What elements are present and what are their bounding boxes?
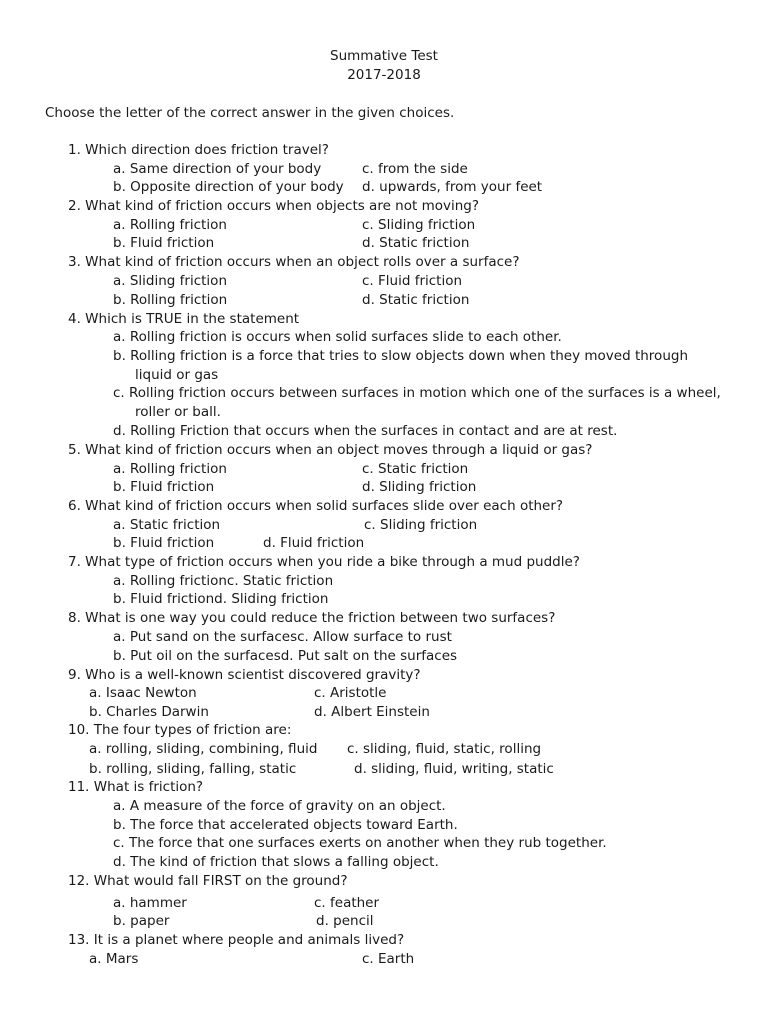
choice-6b: b. Fluid friction: [113, 535, 215, 551]
choice-5a: a. Rolling friction: [113, 461, 227, 477]
choice-12c: c. feather: [314, 895, 380, 911]
choice-1b: b. Opposite direction of your body: [113, 179, 344, 195]
choice-4c-cont: roller or ball.: [135, 404, 221, 420]
choice-10c: c. sliding, fluid, static, rolling: [347, 741, 542, 757]
question-6: 6. What kind of friction occurs when solid surfaces slide over each other?: [68, 498, 564, 514]
choice-1a: a. Same direction of your body: [113, 161, 322, 177]
choice-13a: a. Mars: [89, 951, 139, 967]
choice-4b: b. Rolling friction is a force that tries to slow objects down when they moved through: [113, 348, 688, 364]
question-9: 9. Who is a well-known scientist discovered gravity?: [68, 667, 421, 683]
choice-8bd: b. Put oil on the surfacesd. Put salt on the surfaces: [113, 648, 458, 664]
choice-7ac: a. Rolling frictionc. Static friction: [113, 573, 334, 589]
choice-6a: a. Static friction: [113, 517, 221, 533]
choice-12b: b. paper: [113, 913, 170, 929]
question-7: 7. What type of friction occurs when you ride a bike through a mud puddle?: [68, 554, 580, 570]
choice-2b: b. Fluid friction: [113, 235, 215, 251]
test-year: 2017-2018: [347, 67, 421, 83]
choice-3c: c. Fluid friction: [362, 273, 463, 289]
choice-10d: d. sliding, fluid, writing, static: [354, 761, 554, 777]
choice-6c: c. Sliding friction: [364, 517, 478, 533]
choice-9d: d. Albert Einstein: [314, 704, 430, 720]
choice-3b: b. Rolling friction: [113, 292, 228, 308]
question-3: 3. What kind of friction occurs when an object rolls over a surface?: [68, 254, 520, 270]
instructions: Choose the letter of the correct answer in the given choices.: [45, 105, 455, 121]
choice-8ac: a. Put sand on the surfacesc. Allow surface to rust: [113, 629, 452, 645]
choice-7bd: b. Fluid frictiond. Sliding friction: [113, 591, 329, 607]
choice-10b: b. rolling, sliding, falling, static: [89, 761, 297, 777]
choice-11b: b. The force that accelerated objects toward Earth.: [113, 817, 458, 833]
question-5: 5. What kind of friction occurs when an object moves through a liquid or gas?: [68, 442, 593, 458]
choice-3a: a. Sliding friction: [113, 273, 227, 289]
question-1: 1. Which direction does friction travel?: [68, 142, 329, 158]
choice-9a: a. Isaac Newton: [89, 685, 197, 701]
choice-5b: b. Fluid friction: [113, 479, 215, 495]
question-12: 12. What would fall FIRST on the ground?: [68, 873, 348, 889]
choice-12d: d. pencil: [316, 913, 374, 929]
choice-2a: a. Rolling friction: [113, 217, 227, 233]
choice-3d: d. Static friction: [362, 292, 470, 308]
choice-2c: c. Sliding friction: [362, 217, 476, 233]
choice-6d: d. Fluid friction: [263, 535, 365, 551]
question-4: 4. Which is TRUE in the statement: [68, 311, 300, 327]
choice-9b: b. Charles Darwin: [89, 704, 209, 720]
choice-4d: d. Rolling Friction that occurs when the surfaces in contact and are at rest.: [113, 423, 618, 439]
choice-4a: a. Rolling friction is occurs when solid surfaces slide to each other.: [113, 329, 562, 345]
test-title: Summative Test: [330, 48, 438, 64]
choice-13c: c. Earth: [362, 951, 415, 967]
choice-11a: a. A measure of the force of gravity on an object.: [113, 798, 446, 814]
choice-11c: c. The force that one surfaces exerts on another when they rub together.: [113, 835, 607, 851]
choice-10a: a. rolling, sliding, combining, fluid: [89, 741, 318, 757]
choice-1d: d. upwards, from your feet: [362, 179, 543, 195]
choice-2d: d. Static friction: [362, 235, 470, 251]
question-2: 2. What kind of friction occurs when objects are not moving?: [68, 198, 480, 214]
choice-12a: a. hammer: [113, 895, 187, 911]
question-10: 10. The four types of friction are:: [68, 722, 292, 738]
question-13: 13. It is a planet where people and animals lived?: [68, 932, 405, 948]
choice-9c: c. Aristotle: [314, 685, 387, 701]
choice-11d: d. The kind of friction that slows a falling object.: [113, 854, 439, 870]
choice-4b-cont: liquid or gas: [135, 367, 219, 383]
choice-4c: c. Rolling friction occurs between surfaces in motion which one of the surfaces is a wheel,: [113, 385, 721, 401]
choice-5c: c. Static friction: [362, 461, 469, 477]
question-11: 11. What is friction?: [68, 779, 204, 795]
choice-5d: d. Sliding friction: [362, 479, 477, 495]
choice-1c: c. from the side: [362, 161, 468, 177]
question-8: 8. What is one way you could reduce the friction between two surfaces?: [68, 610, 556, 626]
